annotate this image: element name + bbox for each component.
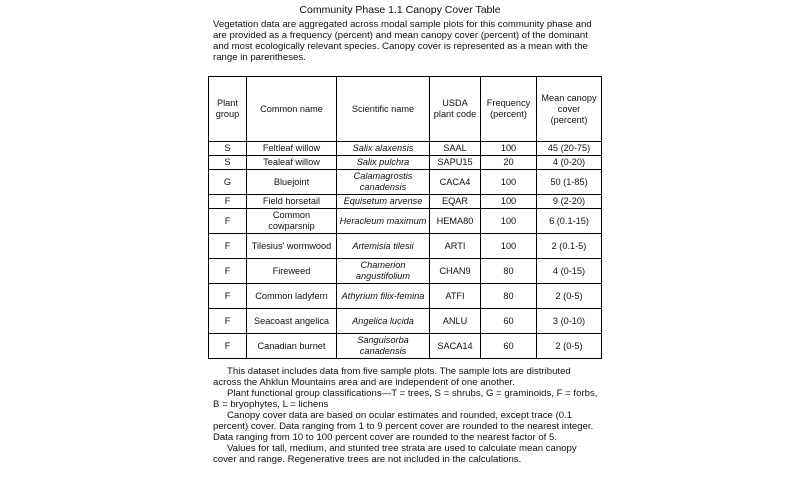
cell-usda-code: HEMA80 <box>430 209 481 234</box>
cell-scientific-name: Heracleum maximum <box>337 209 430 234</box>
header-scientific-name: Scientific name <box>337 77 430 142</box>
cell-common-name: Common ladyfern <box>247 284 337 309</box>
cell-plant-group: S <box>209 142 247 156</box>
cell-plant-group: G <box>209 170 247 195</box>
cell-canopy-cover: 2 (0-5) <box>537 334 602 359</box>
page-title: Community Phase 1.1 Canopy Cover Table <box>299 4 501 16</box>
cell-plant-group: F <box>209 195 247 209</box>
cell-plant-group: F <box>209 259 247 284</box>
cell-scientific-name: Chamerion angustifolium <box>337 259 430 284</box>
header-usda-code: USDA plant code <box>430 77 481 142</box>
note-functional-groups: Plant functional group classifications—T = trees, S = shrubs, G = graminoids, F = forbs, B = bryophytes, L = lichens <box>213 388 598 410</box>
cell-canopy-cover: 2 (0-5) <box>537 284 602 309</box>
header-common-name: Common name <box>247 77 337 142</box>
cell-common-name: Common cowparsnip <box>247 209 337 234</box>
cell-frequency: 100 <box>481 209 537 234</box>
cell-canopy-cover: 9 (2-20) <box>537 195 602 209</box>
cell-canopy-cover: 6 (0.1-15) <box>537 209 602 234</box>
cell-plant-group: F <box>209 284 247 309</box>
cell-plant-group: F <box>209 209 247 234</box>
cell-usda-code: SAPU15 <box>430 156 481 170</box>
cell-frequency: 60 <box>481 334 537 359</box>
table-header-row <box>209 77 602 142</box>
cell-canopy-cover: 2 (0.1-5) <box>537 234 602 259</box>
header-frequency: Frequency (percent) <box>481 77 537 142</box>
cell-frequency: 100 <box>481 234 537 259</box>
cell-canopy-cover: 4 (0-15) <box>537 259 602 284</box>
cell-plant-group: F <box>209 234 247 259</box>
cell-common-name: Field horsetail <box>247 195 337 209</box>
footnotes <box>213 366 598 465</box>
cell-canopy-cover: 50 (1-85) <box>537 170 602 195</box>
cell-canopy-cover: 4 (0-20) <box>537 156 602 170</box>
cell-scientific-name: Calamagrostis canadensis <box>337 170 430 195</box>
cell-common-name: Canadian burnet <box>247 334 337 359</box>
cell-canopy-cover: 45 (20-75) <box>537 142 602 156</box>
table-row <box>209 234 602 259</box>
cell-usda-code: SAAL <box>430 142 481 156</box>
cell-common-name: Tealeaf willow <box>247 156 337 170</box>
note-sample-plots: This dataset includes data from five sample plots. The sample lots are distributed across the Ahklun Mountains area and are independent of one another. <box>213 366 571 388</box>
cell-scientific-name: Athyrium filix-femina <box>337 284 430 309</box>
cell-plant-group: S <box>209 156 247 170</box>
cell-usda-code: ARTI <box>430 234 481 259</box>
cell-scientific-name: Angelica lucida <box>337 309 430 334</box>
cell-frequency: 80 <box>481 259 537 284</box>
cell-usda-code: EQAR <box>430 195 481 209</box>
table-row <box>209 170 602 195</box>
cell-usda-code: CACA4 <box>430 170 481 195</box>
header-plant-group: Plant group <box>209 77 247 142</box>
cell-usda-code: ANLU <box>430 309 481 334</box>
cell-frequency: 80 <box>481 284 537 309</box>
cell-common-name: Bluejoint <box>247 170 337 195</box>
cell-usda-code: ATFI <box>430 284 481 309</box>
note-tree-strata: Values for tall, medium, and stunted tree strata are used to calculate mean canopy cover and range. Regenerative trees are not included in the calculations. <box>213 443 577 465</box>
cell-common-name: Feltleaf willow <box>247 142 337 156</box>
table-row <box>209 284 602 309</box>
cell-plant-group: F <box>209 309 247 334</box>
note-canopy-rounding: Canopy cover data are based on ocular estimates and rounded, except trace (0.1 percent) cover. Data ranging from 1 to 9 percent cover are rounded to the nearest integer. Data ranging from 10 to 100 percent cover are rounded to the nearest factor of 5. <box>213 410 594 443</box>
cell-plant-group: F <box>209 334 247 359</box>
table-row <box>209 156 602 170</box>
table-row <box>209 259 602 284</box>
cell-scientific-name: Salix alaxensis <box>337 142 430 156</box>
header-canopy-cover: Mean canopy cover (percent) <box>537 77 602 142</box>
cell-scientific-name: Equisetum arvense <box>337 195 430 209</box>
cell-usda-code: CHAN9 <box>430 259 481 284</box>
cell-scientific-name: Artemisia tilesii <box>337 234 430 259</box>
cell-usda-code: SACA14 <box>430 334 481 359</box>
table-row <box>209 209 602 234</box>
cell-scientific-name: Salix pulchra <box>337 156 430 170</box>
canopy-cover-table <box>208 76 602 359</box>
table-row <box>209 142 602 156</box>
cell-frequency: 100 <box>481 170 537 195</box>
cell-common-name: Fireweed <box>247 259 337 284</box>
cell-frequency: 60 <box>481 309 537 334</box>
table-row <box>209 195 602 209</box>
cell-frequency: 100 <box>481 142 537 156</box>
cell-common-name: Tilesius' wormwood <box>247 234 337 259</box>
cell-scientific-name: Sanguisorba canadensis <box>337 334 430 359</box>
cell-canopy-cover: 3 (0-10) <box>537 309 602 334</box>
cell-common-name: Seacoast angelica <box>247 309 337 334</box>
intro-paragraph: Vegetation data are aggregated across modal sample plots for this community phase and are provided as a frequency (percent) and mean canopy cover (percent) of the dominant and most ecologically relevant species. Canopy cover is represented as a mean with the range in parentheses. <box>213 19 592 63</box>
table-row <box>209 309 602 334</box>
table-row <box>209 334 602 359</box>
cell-frequency: 20 <box>481 156 537 170</box>
cell-frequency: 100 <box>481 195 537 209</box>
